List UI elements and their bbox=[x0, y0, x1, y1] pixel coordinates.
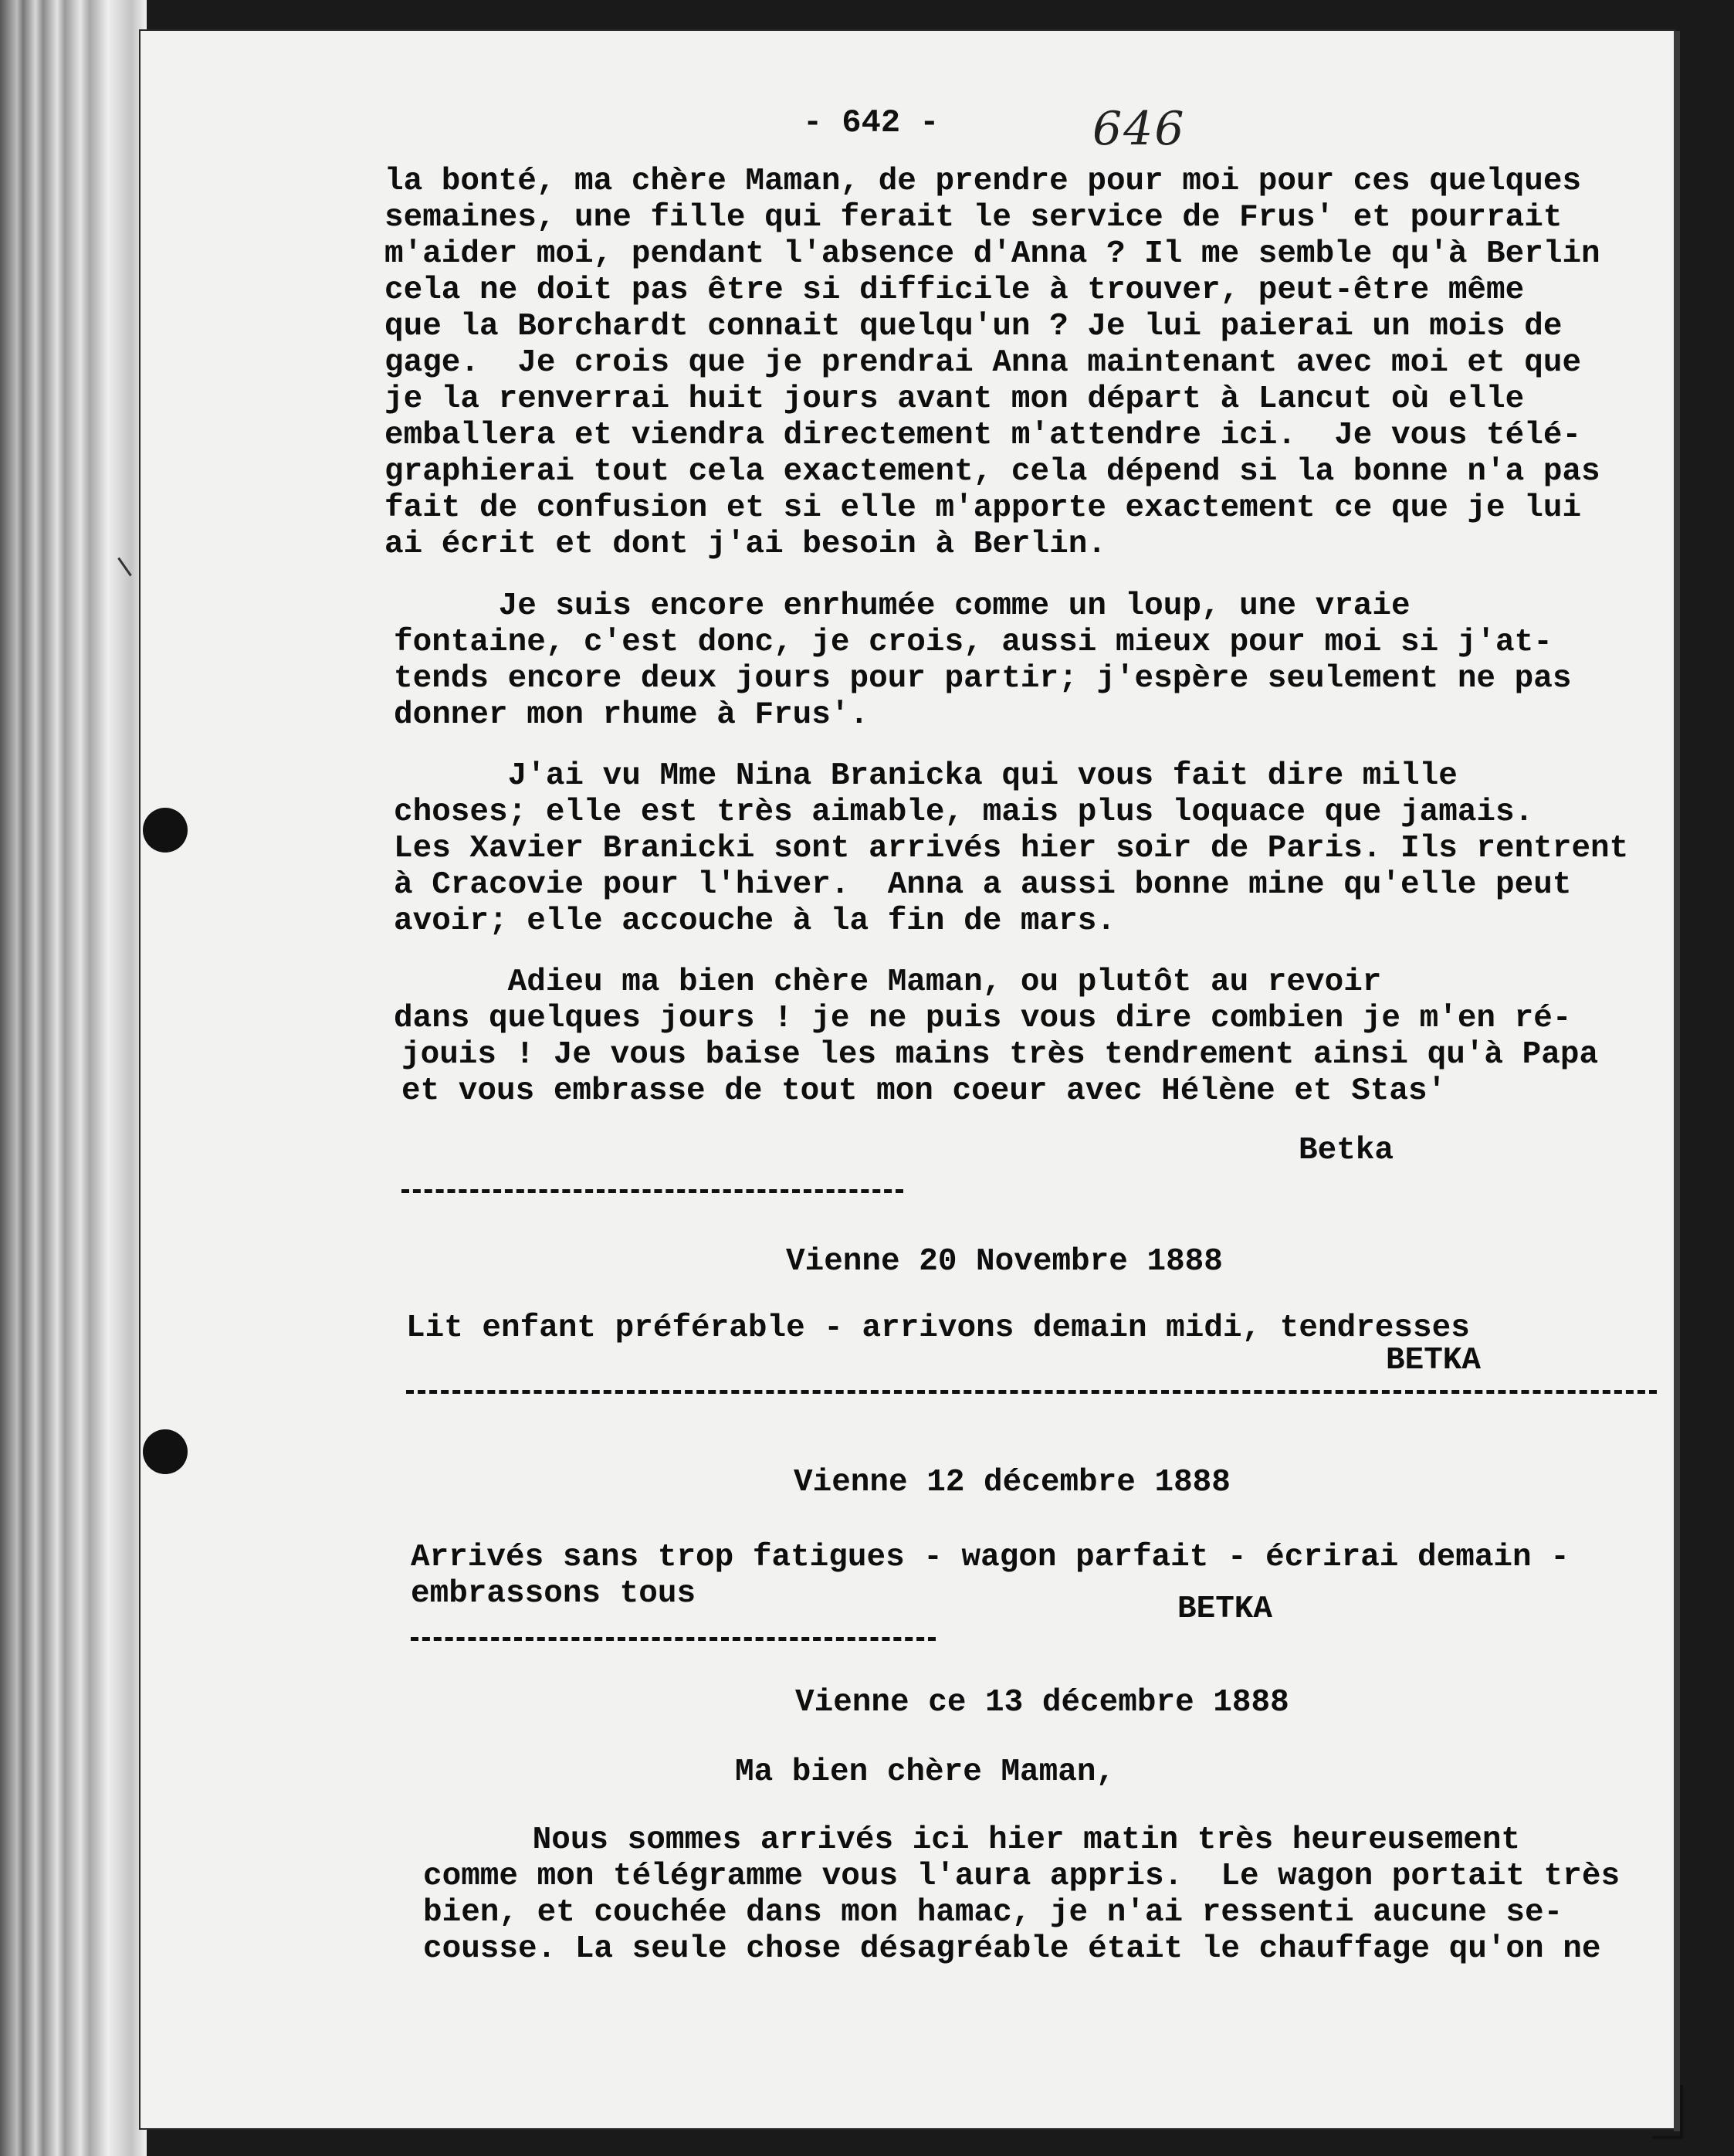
page-right-shadow bbox=[1674, 31, 1680, 2131]
letter-date: Vienne ce 13 décembre 1888 bbox=[795, 1685, 1289, 1720]
page-stack-edges bbox=[0, 0, 147, 2156]
punch-hole bbox=[143, 1429, 188, 1474]
text-line: comme mon télégramme vous l'aura appris. Le wagon portait très bbox=[423, 1859, 1621, 1894]
text-line: J'ai vu Mme Nina Branicka qui vous fait dire mille bbox=[394, 758, 1458, 794]
separator-rule bbox=[411, 1637, 936, 1641]
separator-rule bbox=[406, 1390, 1657, 1394]
text-line: je la renverrai huit jours avant mon départ à Lancut où elle bbox=[384, 381, 1525, 417]
text-line: que la Borchardt connait quelqu'un ? Je lui paierai un mois de bbox=[384, 309, 1563, 344]
corner-mark bbox=[1652, 2136, 1683, 2139]
text-line: dans quelques jours ! je ne puis vous dire combien je m'en ré- bbox=[394, 1001, 1572, 1036]
text-line: tends encore deux jours pour partir; j'espère seulement ne pas bbox=[394, 661, 1572, 697]
text-line: choses; elle est très aimable, mais plus loquace que jamais. bbox=[394, 795, 1534, 830]
text-line: jouis ! Je vous baise les mains très tendrement ainsi qu'à Papa bbox=[401, 1037, 1599, 1073]
text-line: la bonté, ma chère Maman, de prendre pour moi pour ces quelques bbox=[384, 164, 1582, 199]
page-number: - 642 - bbox=[803, 104, 940, 141]
corner-mark bbox=[1680, 2085, 1683, 2139]
telegram-text: Arrivés sans trop fatigues - wagon parfait - écrirai demain - bbox=[411, 1540, 1570, 1575]
telegram-signature: BETKA bbox=[1386, 1343, 1482, 1378]
text-line: Nous sommes arrivés ici hier matin très heureusement bbox=[418, 1822, 1521, 1858]
salutation: Ma bien chère Maman, bbox=[735, 1754, 1116, 1790]
handwritten-page-number: 646 bbox=[1092, 102, 1186, 156]
text-line: gage. Je crois que je prendrai Anna maintenant avec moi et que bbox=[384, 345, 1582, 381]
text-line: emballera et viendra directement m'attendre ici. Je vous télé- bbox=[384, 418, 1582, 453]
telegram-signature: BETKA bbox=[1177, 1592, 1273, 1627]
telegram-heading: Vienne 20 Novembre 1888 bbox=[786, 1244, 1223, 1280]
text-line: bien, et couchée dans mon hamac, je n'ai ressenti aucune se- bbox=[423, 1895, 1563, 1931]
text-line: fontaine, c'est donc, je crois, aussi mieux pour moi si j'at- bbox=[394, 625, 1553, 660]
text-line: m'aider moi, pendant l'absence d'Anna ? Il me semble qu'à Berlin bbox=[384, 236, 1600, 272]
text-line: graphierai tout cela exactement, cela dépend si la bonne n'a pas bbox=[384, 454, 1600, 490]
text-line: cousse. La seule chose désagréable était le chauffage qu'on ne bbox=[423, 1931, 1601, 1967]
text-line: fait de confusion et si elle m'apporte exactement ce que je lui bbox=[384, 490, 1582, 526]
separator-rule bbox=[401, 1189, 903, 1193]
punch-hole bbox=[143, 808, 188, 853]
text-line: avoir; elle accouche à la fin de mars. bbox=[394, 903, 1116, 939]
telegram-heading: Vienne 12 décembre 1888 bbox=[794, 1465, 1231, 1500]
telegram-text: embrassons tous bbox=[411, 1576, 696, 1612]
text-line: semaines, une fille qui ferait le service de Frus' et pourrait bbox=[384, 200, 1563, 236]
text-line: Les Xavier Branicki sont arrivés hier soir de Paris. Ils rentrent bbox=[394, 831, 1629, 866]
signature: Betka bbox=[1299, 1133, 1394, 1168]
text-line: cela ne doit pas être si difficile à trouver, peut-être même bbox=[384, 273, 1525, 308]
text-line: ai écrit et dont j'ai besoin à Berlin. bbox=[384, 527, 1106, 562]
text-line: donner mon rhume à Frus'. bbox=[394, 697, 869, 733]
text-line: à Cracovie pour l'hiver. Anna a aussi bonne mine qu'elle peut bbox=[394, 867, 1572, 903]
text-line: Adieu ma bien chère Maman, ou plutôt au revoir bbox=[394, 964, 1382, 1000]
telegram-text: Lit enfant préférable - arrivons demain midi, tendresses bbox=[406, 1310, 1470, 1346]
text-line: Je suis encore enrhumée comme un loup, une vraie bbox=[384, 588, 1411, 624]
text-line: et vous embrasse de tout mon coeur avec Hélène et Stas' bbox=[401, 1073, 1447, 1109]
